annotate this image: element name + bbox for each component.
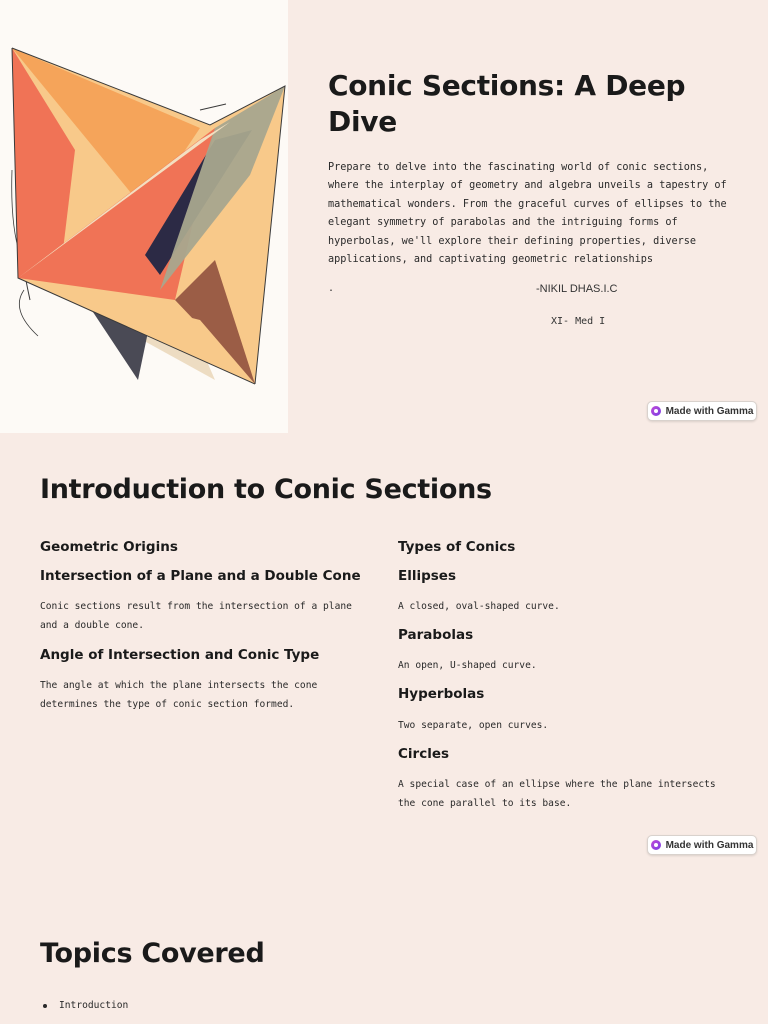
made-with-gamma-button[interactable] xyxy=(647,401,757,421)
list-item: Introduction xyxy=(40,997,128,1015)
abstract-geometric-art-icon xyxy=(0,0,288,433)
section-title-introduction: Introduction to Conic Sections xyxy=(40,474,492,505)
parabolas-text: An open, U-shaped curve. xyxy=(398,660,537,671)
ellipses-text: A closed, oval-shaped curve. xyxy=(398,601,560,612)
hyperbolas-heading: Hyperbolas xyxy=(398,686,485,702)
parabolas-heading: Parabolas xyxy=(398,627,474,643)
circles-text: A special case of an ellipse where the plane intersects the cone parallel to its base. xyxy=(398,779,716,809)
made-with-gamma-button[interactable] xyxy=(647,835,757,855)
topics-list xyxy=(40,997,128,1015)
types-of-conics-heading: Types of Conics xyxy=(398,539,516,555)
hero-illustration xyxy=(0,0,288,433)
geometric-origins-heading: Geometric Origins xyxy=(40,539,178,555)
angle-heading: Angle of Intersection and Conic Type xyxy=(40,647,320,663)
class-label: XI- Med I xyxy=(551,316,606,327)
intersection-heading: Intersection of a Plane and a Double Cone xyxy=(40,568,361,584)
gamma-logo-icon xyxy=(651,840,661,850)
angle-text: The angle at which the plane intersects the cone determines the type of conic section formed. xyxy=(40,680,318,710)
circles-heading: Circles xyxy=(398,746,450,762)
page-title: Conic Sections: A Deep Dive xyxy=(328,69,686,138)
author-name: -NIKIL DHAS.I.C xyxy=(536,283,618,295)
hero-section xyxy=(0,0,768,433)
dot-marker: . xyxy=(328,283,335,294)
intersection-text: Conic sections result from the intersection of a plane and a double cone. xyxy=(40,601,352,631)
ellipses-heading: Ellipses xyxy=(398,568,456,584)
hyperbolas-text: Two separate, open curves. xyxy=(398,720,549,731)
section-title-topics: Topics Covered xyxy=(40,938,265,969)
gamma-logo-icon xyxy=(651,406,661,416)
badge-label: Made with Gamma xyxy=(665,839,754,851)
hero-description: Prepare to delve into the fascinating world of conic sections, where the interplay of geometry and algebra unveils a tapestry of mathematical wonders. From the graceful curves of ellipses to the elegant symmetry of parabolas and the intriguing forms of hyperbolas, we'll explore their defining properties, diverse applications, and captivating geometric relationships xyxy=(328,162,727,266)
badge-label: Made with Gamma xyxy=(665,405,754,417)
